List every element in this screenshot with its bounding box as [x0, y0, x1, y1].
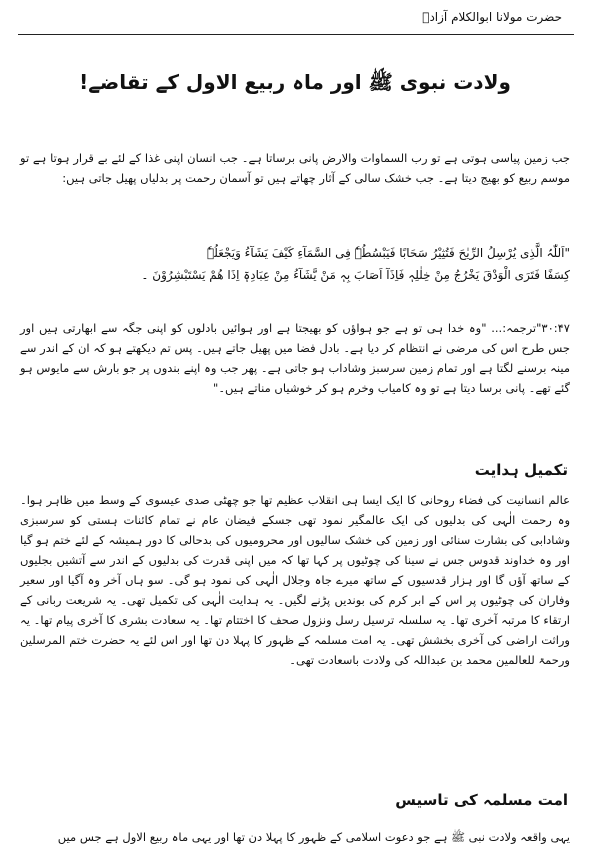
- quran-verse: [20, 242, 570, 286]
- header-author: حضرت مولانا ابوالکلام آزادؒ: [422, 10, 562, 24]
- paragraph-translation: ۳۰:۴۷"ترجمہ:... "وہ خدا ہی تو ہے جو ہواؤں کو بھیجتا ہے اور ہوائیں بادلوں کو اپنی جگہ سے ابھارتی ہیں اور جس طرح اس کی مرضی نے انتظام کر دیا ہے۔ بادل فضا میں پھیل جاتے ہیں۔ پس تم دیکھتے ہو کہ ان کے اندر سے مینہ برسنے لگتا ہے اور تمام زمین سرسبز وشاداب ہو جاتی ہے۔ پھر جب وہ اپنے بندوں پر جو بارش سے مایوس ہو گئے تھے۔ پانی برسا دیتا ہے تو وہ کامیاب وخرم ہو کر خوشیاں مناتے ہیں۔": [20, 321, 570, 395]
- section-heading-ummat: امت مسلمہ کی تاسیس: [395, 791, 568, 809]
- article-title: ولادت نبوی ﷺ اور ماہ ربیع الاول کے تقاضے!: [79, 70, 511, 94]
- quran-verse-line-1: "اَللّٰہُ الَّذِی یُرْسِلُ الرِّیٰحَ فَتُثِیْرُ سَحَابًا فَیَبْسُطُہٗ فِی السَّمَآءِ کَیْفَ یَشَآءُ وَیَجْعَلُہٗ: [207, 246, 570, 260]
- paragraph-takmeel: عالم انسانیت کی فضاء روحانی کا ایک ایسا ہی انقلاب عظیم تھا جو چھٹی صدی عیسوی کے وسط میں ظاہر ہوا۔ وہ رحمت الٰہی کی بدلیوں کی ایک عالمگیر نمود تھی جسکے فیضان عام نے تمام کائنات ہستی کو سرسبزی وشادابی کی بشارت سنائی اور زمین کی خشک سالیوں اور محرومیوں کی بدحالی کا دور ہمیشہ کے لئے ختم ہو گیا اور وہ خداوند قدوس جس نے سینا کی چوٹیوں پر کہا تھا کہ میں اپنی قدرت کی بدلیوں کے اندر سے آتشیں بجلیوں کے ساتھ آؤں گا اور ہزار قدسیوں کے ساتھ میرے جاہ وجلال الٰہی کی نمود ہو گی۔ سو ہاں آخر وہ آگیا اور سعیر وفاران کی چوٹیوں پر اس کے ابر کرم کی بوندیں پڑنے لگیں۔ یہ ہدایت الٰہی کی تکمیل تھی۔ یہ شریعت ربانی کے ارتقاء کا مرتبہ آخری تھا۔ یہ سلسلہ ترسیل رسل ونزول صحف کا اختتام تھا۔ یہ سعادت بشری کا آخری پیام تھا۔ یہ وراثت اراضی کی آخری بخشش تھی۔ یہ امت مسلمہ کے ظہور کا پہلا دن تھا اور اس لئے یہ حضرت ختم المرسلین ورحمۃ للعالمین محمد بن عبداللہ کی ولادت باسعادت تھی۔: [20, 493, 570, 667]
- header-divider: [18, 34, 574, 35]
- section-heading-takmeel: تکمیل ہدایت: [474, 461, 568, 479]
- paragraph-ummat: یہی واقعہ ولادت نبی ﷺ ہے جو دعوت اسلامی کے ظہور کا پہلا دن تھا اور یہی ماہ ربیع الاول ہے جس میں: [57, 830, 570, 844]
- paragraph-intro: جب زمین پیاسی ہوتی ہے تو رب السماوات والارض پانی برساتا ہے۔ جب انسان اپنی غذا کے لئے بے قرار ہوتا ہے تو موسم ربیع کو بھیج دیتا ہے۔ جب خشک سالی کے آثار چھاتے ہیں تو آسمان رحمت پر بدلیاں پھیل جاتی ہیں:: [20, 151, 570, 185]
- quran-verse-line-2: کِسَفًا فَتَرَی الْوَدْقَ یَخْرُجُ مِنْ خِلٰلِہٖ فَاِذَآ اَصَابَ بِہٖ مَنْ یَّشَآءُ مِنْ عِبَادِہٖٓ اِذَا ھُمْ یَسْتَبْشِرُوْنَ ۔: [141, 268, 570, 282]
